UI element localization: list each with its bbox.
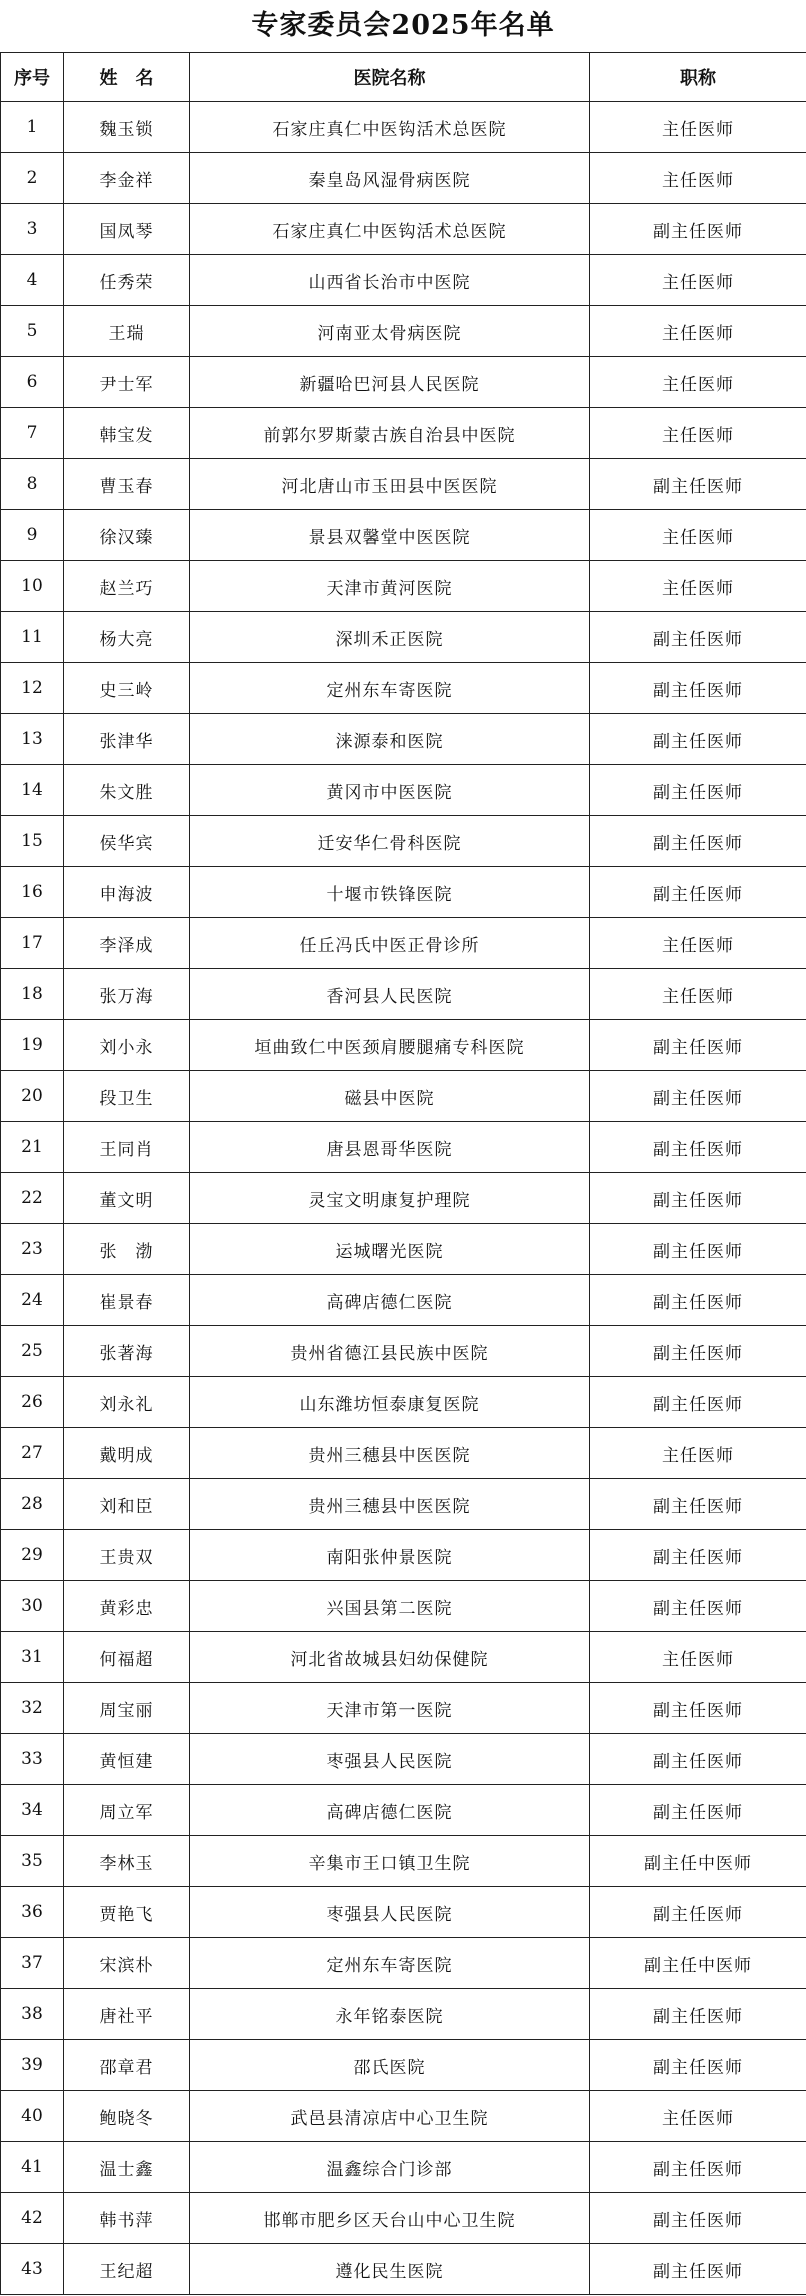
row-title: 副主任医师 (590, 816, 806, 867)
table-row (1, 1683, 806, 1734)
row-title: 副主任医师 (590, 1326, 806, 1377)
row-hospital: 黄冈市中医医院 (190, 765, 590, 816)
row-number: 18 (1, 969, 64, 1020)
row-title: 副主任医师 (590, 1734, 806, 1785)
header-number: 序号 (1, 53, 64, 102)
table-row (1, 2040, 806, 2091)
row-hospital: 兴国县第二医院 (190, 1581, 590, 1632)
row-hospital: 枣强县人民医院 (190, 1887, 590, 1938)
row-title: 副主任医师 (590, 867, 806, 918)
row-hospital: 贵州三穗县中医医院 (190, 1428, 590, 1479)
row-hospital: 秦皇岛风湿骨病医院 (190, 153, 590, 204)
row-name: 宋滨朴 (64, 1938, 190, 1989)
row-number: 38 (1, 1989, 64, 2040)
row-number: 15 (1, 816, 64, 867)
row-number: 8 (1, 459, 64, 510)
table-row (1, 867, 806, 918)
row-number: 24 (1, 1275, 64, 1326)
row-title: 副主任医师 (590, 765, 806, 816)
row-title: 主任医师 (590, 102, 806, 153)
row-number: 13 (1, 714, 64, 765)
row-name: 张著海 (64, 1326, 190, 1377)
table-row (1, 1887, 806, 1938)
row-number: 31 (1, 1632, 64, 1683)
table-row (1, 1836, 806, 1887)
row-name: 任秀荣 (64, 255, 190, 306)
table-row (1, 459, 806, 510)
header-hospital: 医院名称 (190, 53, 590, 102)
table-row (1, 816, 806, 867)
row-number: 41 (1, 2142, 64, 2193)
row-title: 副主任医师 (590, 2040, 806, 2091)
table-header-row (1, 53, 806, 102)
table-row (1, 1989, 806, 2040)
row-title: 主任医师 (590, 1428, 806, 1479)
row-name: 温士鑫 (64, 2142, 190, 2193)
row-hospital: 十堰市铁锋医院 (190, 867, 590, 918)
row-hospital: 河北唐山市玉田县中医医院 (190, 459, 590, 510)
row-title: 副主任医师 (590, 459, 806, 510)
row-number: 17 (1, 918, 64, 969)
row-hospital: 新疆哈巴河县人民医院 (190, 357, 590, 408)
row-hospital: 垣曲致仁中医颈肩腰腿痛专科医院 (190, 1020, 590, 1071)
row-hospital: 石家庄真仁中医钩活术总医院 (190, 102, 590, 153)
row-title: 副主任中医师 (590, 1938, 806, 1989)
row-hospital: 运城曙光医院 (190, 1224, 590, 1275)
row-name: 刘永礼 (64, 1377, 190, 1428)
row-number: 34 (1, 1785, 64, 1836)
row-name: 刘小永 (64, 1020, 190, 1071)
row-number: 5 (1, 306, 64, 357)
row-hospital: 辛集市王口镇卫生院 (190, 1836, 590, 1887)
row-name: 王同肖 (64, 1122, 190, 1173)
row-number: 33 (1, 1734, 64, 1785)
row-hospital: 邯郸市肥乡区天台山中心卫生院 (190, 2193, 590, 2244)
row-hospital: 灵宝文明康复护理院 (190, 1173, 590, 1224)
row-name: 赵兰巧 (64, 561, 190, 612)
row-title: 主任医师 (590, 357, 806, 408)
row-name: 曹玉春 (64, 459, 190, 510)
row-title: 副主任医师 (590, 1173, 806, 1224)
row-title: 副主任医师 (590, 1530, 806, 1581)
table-row (1, 306, 806, 357)
table-row (1, 1734, 806, 1785)
row-title: 副主任医师 (590, 1275, 806, 1326)
row-name: 董文明 (64, 1173, 190, 1224)
row-number: 40 (1, 2091, 64, 2142)
row-number: 39 (1, 2040, 64, 2091)
row-name: 黄恒建 (64, 1734, 190, 1785)
row-number: 10 (1, 561, 64, 612)
row-name: 史三岭 (64, 663, 190, 714)
row-number: 23 (1, 1224, 64, 1275)
row-hospital: 南阳张仲景医院 (190, 1530, 590, 1581)
row-hospital: 山西省长治市中医院 (190, 255, 590, 306)
row-name: 李林玉 (64, 1836, 190, 1887)
row-hospital: 贵州三穗县中医医院 (190, 1479, 590, 1530)
row-name: 王瑞 (64, 306, 190, 357)
table-row (1, 408, 806, 459)
row-number: 43 (1, 2244, 64, 2295)
table-row (1, 1428, 806, 1479)
row-name: 段卫生 (64, 1071, 190, 1122)
row-hospital: 贵州省德江县民族中医院 (190, 1326, 590, 1377)
row-name: 李金祥 (64, 153, 190, 204)
row-name: 周宝丽 (64, 1683, 190, 1734)
row-title: 主任医师 (590, 255, 806, 306)
row-hospital: 深圳禾正医院 (190, 612, 590, 663)
row-hospital: 任丘冯氏中医正骨诊所 (190, 918, 590, 969)
row-name: 徐汉臻 (64, 510, 190, 561)
row-hospital: 迁安华仁骨科医院 (190, 816, 590, 867)
row-name: 刘和臣 (64, 1479, 190, 1530)
row-name: 黄彩忠 (64, 1581, 190, 1632)
table-row (1, 2142, 806, 2193)
row-number: 14 (1, 765, 64, 816)
row-number: 16 (1, 867, 64, 918)
row-number: 25 (1, 1326, 64, 1377)
row-hospital: 河南亚太骨病医院 (190, 306, 590, 357)
row-title: 副主任医师 (590, 612, 806, 663)
row-number: 7 (1, 408, 64, 459)
row-number: 36 (1, 1887, 64, 1938)
row-title: 副主任医师 (590, 2193, 806, 2244)
row-name: 申海波 (64, 867, 190, 918)
row-name: 崔景春 (64, 1275, 190, 1326)
row-number: 42 (1, 2193, 64, 2244)
table-row (1, 357, 806, 408)
row-hospital: 武邑县清凉店中心卫生院 (190, 2091, 590, 2142)
table-row (1, 765, 806, 816)
row-name: 张 渤 (64, 1224, 190, 1275)
row-title: 主任医师 (590, 561, 806, 612)
table-row (1, 918, 806, 969)
header-title: 职称 (590, 53, 806, 102)
table-body (1, 102, 806, 2295)
table-row (1, 1020, 806, 1071)
row-number: 19 (1, 1020, 64, 1071)
row-hospital: 温鑫综合门诊部 (190, 2142, 590, 2193)
table-row (1, 1530, 806, 1581)
row-hospital: 唐县恩哥华医院 (190, 1122, 590, 1173)
table-row (1, 1071, 806, 1122)
table-row (1, 1581, 806, 1632)
table-row (1, 1632, 806, 1683)
row-number: 29 (1, 1530, 64, 1581)
row-hospital: 景县双馨堂中医医院 (190, 510, 590, 561)
row-title: 主任医师 (590, 1632, 806, 1683)
row-hospital: 涞源泰和医院 (190, 714, 590, 765)
table-row (1, 2244, 806, 2295)
row-number: 21 (1, 1122, 64, 1173)
row-title: 主任医师 (590, 153, 806, 204)
table-row (1, 714, 806, 765)
row-hospital: 定州东车寄医院 (190, 1938, 590, 1989)
row-hospital: 永年铭泰医院 (190, 1989, 590, 2040)
header-name: 姓 名 (64, 53, 190, 102)
row-hospital: 遵化民生医院 (190, 2244, 590, 2295)
row-hospital: 高碑店德仁医院 (190, 1785, 590, 1836)
row-hospital: 前郭尔罗斯蒙古族自治县中医院 (190, 408, 590, 459)
row-title: 主任医师 (590, 408, 806, 459)
row-name: 魏玉锁 (64, 102, 190, 153)
row-title: 主任医师 (590, 918, 806, 969)
row-hospital: 枣强县人民医院 (190, 1734, 590, 1785)
row-number: 28 (1, 1479, 64, 1530)
row-title: 副主任医师 (590, 1785, 806, 1836)
row-name: 邵章君 (64, 2040, 190, 2091)
table-row (1, 1785, 806, 1836)
row-title: 副主任医师 (590, 714, 806, 765)
page-title: 专家委员会2025年名单 (251, 10, 555, 41)
row-number: 30 (1, 1581, 64, 1632)
row-number: 1 (1, 102, 64, 153)
row-title: 副主任医师 (590, 1887, 806, 1938)
table-row (1, 1275, 806, 1326)
row-title: 副主任医师 (590, 204, 806, 255)
row-title: 主任医师 (590, 2091, 806, 2142)
row-title: 副主任医师 (590, 1377, 806, 1428)
row-name: 韩书萍 (64, 2193, 190, 2244)
table-row (1, 102, 806, 153)
table-row (1, 153, 806, 204)
row-hospital: 香河县人民医院 (190, 969, 590, 1020)
table-row (1, 1224, 806, 1275)
row-title: 主任医师 (590, 306, 806, 357)
row-name: 贾艳飞 (64, 1887, 190, 1938)
row-name: 韩宝发 (64, 408, 190, 459)
row-title: 主任医师 (590, 510, 806, 561)
row-number: 26 (1, 1377, 64, 1428)
row-hospital: 天津市第一医院 (190, 1683, 590, 1734)
row-title: 副主任医师 (590, 2142, 806, 2193)
row-number: 9 (1, 510, 64, 561)
row-title: 副主任医师 (590, 1989, 806, 2040)
row-hospital: 磁县中医院 (190, 1071, 590, 1122)
row-hospital: 山东潍坊恒泰康复医院 (190, 1377, 590, 1428)
row-title: 副主任医师 (590, 1224, 806, 1275)
row-hospital: 天津市黄河医院 (190, 561, 590, 612)
row-hospital: 邵氏医院 (190, 2040, 590, 2091)
row-title: 副主任医师 (590, 1020, 806, 1071)
row-title: 副主任医师 (590, 1479, 806, 1530)
row-name: 朱文胜 (64, 765, 190, 816)
table-row (1, 2091, 806, 2142)
row-title: 副主任医师 (590, 1122, 806, 1173)
row-number: 11 (1, 612, 64, 663)
row-number: 35 (1, 1836, 64, 1887)
table-row (1, 510, 806, 561)
row-name: 侯华宾 (64, 816, 190, 867)
row-number: 6 (1, 357, 64, 408)
row-number: 12 (1, 663, 64, 714)
row-name: 张万海 (64, 969, 190, 1020)
table-row (1, 561, 806, 612)
table-row (1, 204, 806, 255)
row-name: 尹士军 (64, 357, 190, 408)
row-number: 22 (1, 1173, 64, 1224)
row-name: 周立军 (64, 1785, 190, 1836)
row-name: 国凤琴 (64, 204, 190, 255)
table-row (1, 1122, 806, 1173)
row-title: 副主任医师 (590, 1683, 806, 1734)
row-number: 27 (1, 1428, 64, 1479)
row-hospital: 石家庄真仁中医钩活术总医院 (190, 204, 590, 255)
row-title: 副主任医师 (590, 663, 806, 714)
row-title: 副主任医师 (590, 1581, 806, 1632)
table-row (1, 969, 806, 1020)
row-name: 鲍晓冬 (64, 2091, 190, 2142)
row-number: 2 (1, 153, 64, 204)
row-number: 32 (1, 1683, 64, 1734)
row-title: 副主任医师 (590, 1071, 806, 1122)
row-title: 副主任中医师 (590, 1836, 806, 1887)
row-title: 副主任医师 (590, 2244, 806, 2295)
table-row (1, 612, 806, 663)
expert-roster-table (0, 52, 806, 2295)
row-name: 戴明成 (64, 1428, 190, 1479)
row-name: 王贵双 (64, 1530, 190, 1581)
row-number: 20 (1, 1071, 64, 1122)
table-row (1, 255, 806, 306)
table-row (1, 1479, 806, 1530)
row-hospital: 高碑店德仁医院 (190, 1275, 590, 1326)
row-name: 何福超 (64, 1632, 190, 1683)
table-row (1, 1938, 806, 1989)
row-name: 王纪超 (64, 2244, 190, 2295)
row-name: 唐社平 (64, 1989, 190, 2040)
table-row (1, 2193, 806, 2244)
row-name: 张津华 (64, 714, 190, 765)
row-number: 4 (1, 255, 64, 306)
table-row (1, 663, 806, 714)
row-hospital: 河北省故城县妇幼保健院 (190, 1632, 590, 1683)
row-hospital: 定州东车寄医院 (190, 663, 590, 714)
row-number: 3 (1, 204, 64, 255)
row-name: 杨大亮 (64, 612, 190, 663)
table-row (1, 1326, 806, 1377)
row-number: 37 (1, 1938, 64, 1989)
table-row (1, 1377, 806, 1428)
table-row (1, 1173, 806, 1224)
row-title: 主任医师 (590, 969, 806, 1020)
row-name: 李泽成 (64, 918, 190, 969)
